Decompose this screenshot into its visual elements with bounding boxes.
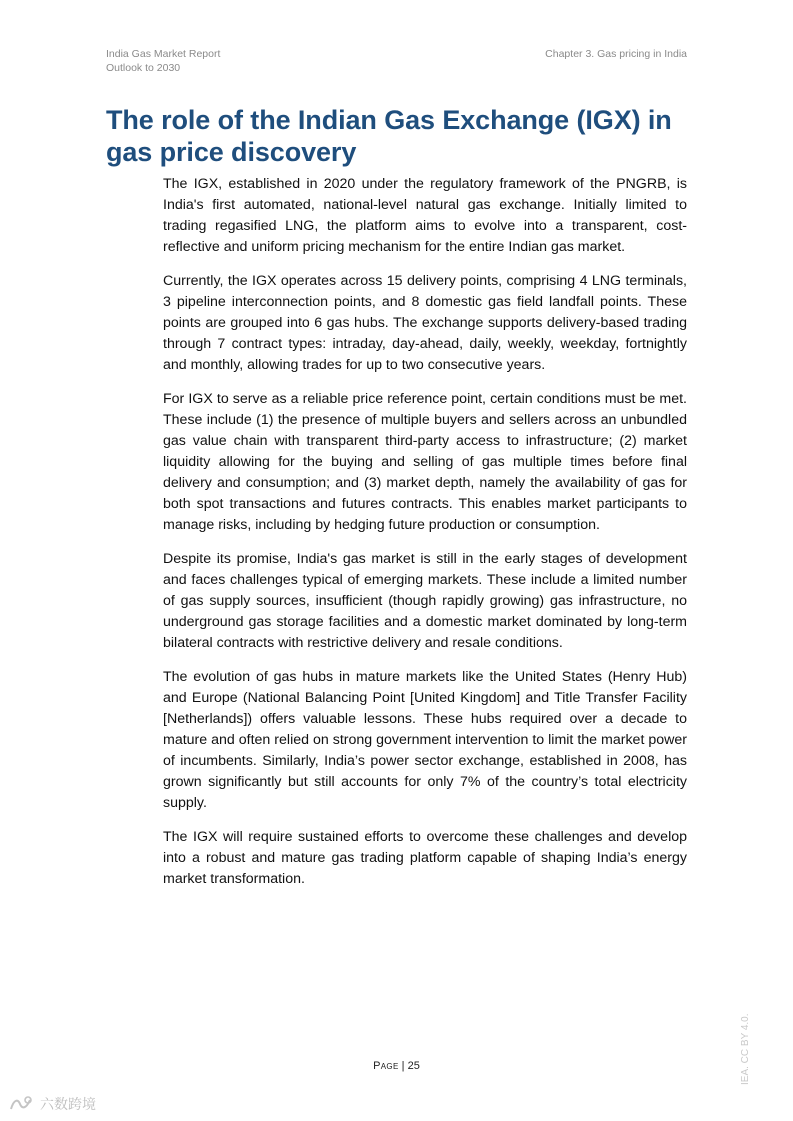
paragraph-5: The evolution of gas hubs in mature markets like the United States (Henry Hub) and Europe (National Balancing Point [United Kingdom] and Title Transfer Facility [Netherlands]) offers valuable lessons. These hubs required over a decade to mature and often relied on strong government intervention to limit the market power of incumbents. Similarly, India’s power sector exchange, established in 2008, has grown significantly but still accounts for only 7% of the country’s total electricity supply. <box>163 669 687 811</box>
report-title: India Gas Market Report <box>106 48 221 60</box>
watermark-text: 六数跨境 <box>40 1096 96 1112</box>
page-number: 25 <box>407 1060 420 1072</box>
page-label: Page <box>373 1060 399 1072</box>
watermark-logo-icon <box>8 1095 34 1113</box>
body-text <box>163 174 687 903</box>
page-separator: | <box>398 1060 408 1072</box>
paragraph-4: Despite its promise, India's gas market is still in the early stages of development and faces challenges typical of emerging markets. These include a limited number of gas supply sources, insufficient (though rapidly growing) gas infrastructure, no underground gas storage facilities and a domestic market dominated by long-term bilateral contracts with restrictive delivery and resale conditions. <box>163 551 687 651</box>
page-footer <box>0 1060 793 1072</box>
paragraph-6: The IGX will require sustained efforts to overcome these challenges and develop into a robust and mature gas trading platform capable of shaping India’s energy market transformation. <box>163 829 687 887</box>
paragraph-3: For IGX to serve as a reliable price reference point, certain conditions must be met. These include (1) the presence of multiple buyers and sellers across an unbundled gas value chain with transparent third-party access to infrastructure; (2) market liquidity allowing for the buying and selling of gas multiple times before final delivery and consumption; and (3) market depth, namely the availability of gas for both spot transactions and futures contracts. This enables market participants to manage risks, including by hedging future production or consumption. <box>163 391 687 533</box>
running-header-left <box>106 47 220 75</box>
paragraph-2: Currently, the IGX operates across 15 delivery points, comprising 4 LNG terminals, 3 pipeline interconnection points, and 8 domestic gas field landfall points. These points are grouped into 6 gas hubs. The exchange supports delivery-based trading through 7 contract types: intraday, day-ahead, daily, weekly, weekday, fortnightly and monthly, allowing trades for up to two consecutive years. <box>163 273 687 373</box>
watermark <box>8 1094 96 1114</box>
chapter-header: Chapter 3. Gas pricing in India <box>545 48 687 60</box>
report-subtitle: Outlook to 2030 <box>106 62 181 74</box>
paragraph-1: The IGX, established in 2020 under the regulatory framework of the PNGRB, is India's first automated, national-level natural gas exchange. Initially limited to trading regasified LNG, the platform aims to evolve into a transparent, cost-reflective and uniform pricing mechanism for the entire Indian gas market. <box>163 176 687 255</box>
license-note: IEA. CC BY 4.0. <box>740 1013 751 1085</box>
section-title: The role of the Indian Gas Exchange (IGX) in gas price discovery <box>106 105 672 167</box>
